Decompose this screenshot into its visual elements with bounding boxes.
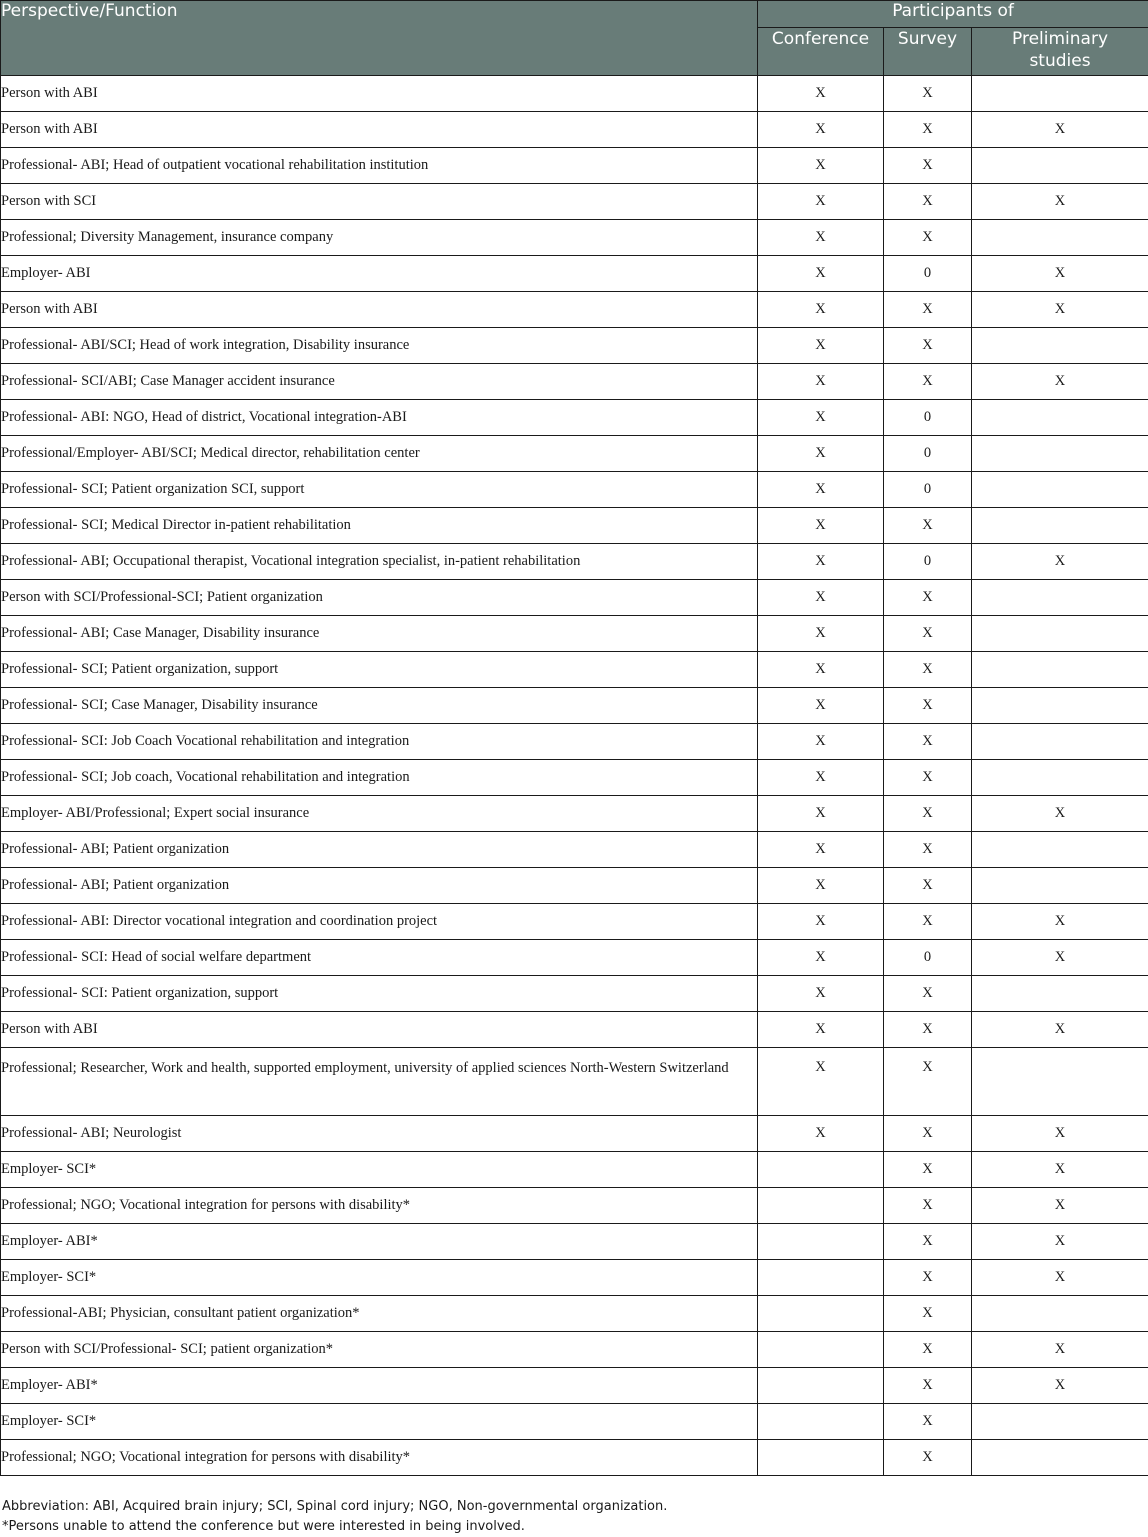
perspective-cell: Professional- ABI; Case Manager, Disability insurance xyxy=(1,616,758,652)
survey-cell: X xyxy=(884,292,972,328)
conference-cell: X xyxy=(758,904,884,940)
perspective-cell: Professional- SCI; Job coach, Vocational rehabilitation and integration xyxy=(1,760,758,796)
survey-cell: X xyxy=(884,1224,972,1260)
conference-cell xyxy=(758,1188,884,1224)
table-row xyxy=(1,868,1148,904)
preliminary-studies-cell: X xyxy=(972,112,1148,148)
preliminary-studies-cell xyxy=(972,616,1148,652)
conference-cell: X xyxy=(758,976,884,1012)
preliminary-studies-cell xyxy=(972,1440,1148,1476)
conference-cell: X xyxy=(758,400,884,436)
survey-cell: X xyxy=(884,724,972,760)
header-participants-of: Participants of xyxy=(758,1,1148,28)
perspective-cell: Professional- SCI: Patient organization, support xyxy=(1,976,758,1012)
preliminary-studies-cell: X xyxy=(972,364,1148,400)
perspective-cell: Professional- ABI: Director vocational integration and coordination project xyxy=(1,904,758,940)
survey-cell: X xyxy=(884,904,972,940)
conference-cell: X xyxy=(758,652,884,688)
table-row xyxy=(1,472,1148,508)
header-preliminary-studies xyxy=(972,28,1148,76)
conference-cell: X xyxy=(758,1116,884,1152)
preliminary-studies-cell: X xyxy=(972,256,1148,292)
preliminary-studies-cell: X xyxy=(972,940,1148,976)
survey-cell: X xyxy=(884,688,972,724)
preliminary-studies-cell xyxy=(972,580,1148,616)
table-row xyxy=(1,400,1148,436)
abbreviation-note: Abbreviation: ABI, Acquired brain injury; SCI, Spinal cord injury; NGO, Non-governmental organization. xyxy=(0,1497,1148,1517)
preliminary-studies-cell xyxy=(972,1296,1148,1332)
table-row xyxy=(1,1188,1148,1224)
perspective-cell: Professional- SCI: Head of social welfare department xyxy=(1,940,758,976)
survey-cell: X xyxy=(884,1048,972,1116)
perspective-cell: Employer- SCI* xyxy=(1,1260,758,1296)
perspective-cell: Professional; Researcher, Work and health, supported employment, university of applied sciences North-Western Switzerland xyxy=(1,1048,758,1116)
conference-cell: X xyxy=(758,112,884,148)
table-row xyxy=(1,1332,1148,1368)
conference-cell xyxy=(758,1296,884,1332)
table-row xyxy=(1,976,1148,1012)
perspective-cell: Employer- SCI* xyxy=(1,1404,758,1440)
conference-cell: X xyxy=(758,868,884,904)
preliminary-studies-cell xyxy=(972,976,1148,1012)
preliminary-studies-cell: X xyxy=(972,1332,1148,1368)
perspective-cell: Professional; NGO; Vocational integration for persons with disability* xyxy=(1,1440,758,1476)
conference-cell: X xyxy=(758,940,884,976)
table-row xyxy=(1,1296,1148,1332)
table-row xyxy=(1,1224,1148,1260)
table-row xyxy=(1,580,1148,616)
conference-cell: X xyxy=(758,544,884,580)
perspective-cell: Professional- SCI; Patient organization, support xyxy=(1,652,758,688)
survey-cell: X xyxy=(884,148,972,184)
table-row xyxy=(1,328,1148,364)
survey-cell: X xyxy=(884,652,972,688)
preliminary-studies-cell: X xyxy=(972,1368,1148,1404)
survey-cell: 0 xyxy=(884,472,972,508)
preliminary-studies-cell xyxy=(972,760,1148,796)
table-row xyxy=(1,112,1148,148)
header-conference: Conference xyxy=(758,28,884,76)
preliminary-studies-cell: X xyxy=(972,1012,1148,1048)
conference-cell xyxy=(758,1152,884,1188)
survey-cell: 0 xyxy=(884,436,972,472)
survey-cell: X xyxy=(884,760,972,796)
header-survey: Survey xyxy=(884,28,972,76)
perspective-cell: Professional- ABI; Head of outpatient vocational rehabilitation institution xyxy=(1,148,758,184)
survey-cell: X xyxy=(884,112,972,148)
preliminary-studies-cell: X xyxy=(972,1152,1148,1188)
perspective-cell: Professional- ABI; Occupational therapist, Vocational integration specialist, in-patient rehabilitation xyxy=(1,544,758,580)
survey-cell: X xyxy=(884,1260,972,1296)
table-row xyxy=(1,616,1148,652)
table-row xyxy=(1,1048,1148,1116)
preliminary-studies-cell xyxy=(972,148,1148,184)
preliminary-studies-cell: X xyxy=(972,1188,1148,1224)
conference-cell: X xyxy=(758,1012,884,1048)
perspective-cell: Professional- SCI: Job Coach Vocational rehabilitation and integration xyxy=(1,724,758,760)
perspective-cell: Person with SCI xyxy=(1,184,758,220)
preliminary-studies-cell xyxy=(972,472,1148,508)
conference-cell: X xyxy=(758,688,884,724)
table-row xyxy=(1,1440,1148,1476)
perspective-cell: Person with ABI xyxy=(1,112,758,148)
perspective-cell: Person with SCI/Professional-SCI; Patient organization xyxy=(1,580,758,616)
conference-cell: X xyxy=(758,184,884,220)
preliminary-studies-cell xyxy=(972,328,1148,364)
conference-cell: X xyxy=(758,76,884,112)
table-row xyxy=(1,760,1148,796)
table-row xyxy=(1,436,1148,472)
perspective-cell: Professional- ABI; Patient organization xyxy=(1,832,758,868)
table-row xyxy=(1,544,1148,580)
survey-cell: 0 xyxy=(884,400,972,436)
survey-cell: 0 xyxy=(884,256,972,292)
table-row xyxy=(1,220,1148,256)
perspective-cell: Person with SCI/Professional- SCI; patient organization* xyxy=(1,1332,758,1368)
table-row xyxy=(1,652,1148,688)
conference-cell: X xyxy=(758,796,884,832)
conference-cell: X xyxy=(758,472,884,508)
conference-cell: X xyxy=(758,220,884,256)
table-row xyxy=(1,508,1148,544)
survey-cell: X xyxy=(884,1152,972,1188)
survey-cell: X xyxy=(884,508,972,544)
perspective-cell: Professional- ABI: NGO, Head of district, Vocational integration-ABI xyxy=(1,400,758,436)
table-row xyxy=(1,832,1148,868)
conference-cell: X xyxy=(758,760,884,796)
preliminary-studies-cell: X xyxy=(972,1116,1148,1152)
survey-cell: X xyxy=(884,616,972,652)
table-row xyxy=(1,940,1148,976)
conference-cell: X xyxy=(758,832,884,868)
survey-cell: X xyxy=(884,1296,972,1332)
preliminary-studies-cell xyxy=(972,436,1148,472)
perspective-cell: Professional; NGO; Vocational integration for persons with disability* xyxy=(1,1188,758,1224)
preliminary-studies-cell xyxy=(972,508,1148,544)
survey-cell: X xyxy=(884,868,972,904)
header-preliminary-line1: Preliminary xyxy=(1012,29,1108,49)
conference-cell xyxy=(758,1332,884,1368)
table-row xyxy=(1,1260,1148,1296)
preliminary-studies-cell xyxy=(972,652,1148,688)
conference-cell: X xyxy=(758,436,884,472)
survey-cell: X xyxy=(884,796,972,832)
preliminary-studies-cell xyxy=(972,868,1148,904)
conference-cell: X xyxy=(758,364,884,400)
survey-cell: 0 xyxy=(884,544,972,580)
perspective-cell: Professional- SCI/ABI; Case Manager accident insurance xyxy=(1,364,758,400)
preliminary-studies-cell: X xyxy=(972,292,1148,328)
conference-cell xyxy=(758,1368,884,1404)
perspective-cell: Employer- ABI* xyxy=(1,1224,758,1260)
table-row xyxy=(1,364,1148,400)
perspective-cell: Professional- ABI; Neurologist xyxy=(1,1116,758,1152)
conference-cell: X xyxy=(758,256,884,292)
conference-cell xyxy=(758,1440,884,1476)
conference-cell: X xyxy=(758,724,884,760)
table-row xyxy=(1,1152,1148,1188)
survey-cell: X xyxy=(884,1440,972,1476)
survey-cell: X xyxy=(884,1012,972,1048)
survey-cell: X xyxy=(884,1332,972,1368)
perspective-cell: Professional- SCI; Medical Director in-patient rehabilitation xyxy=(1,508,758,544)
table-body xyxy=(1,76,1148,1476)
perspective-cell: Employer- SCI* xyxy=(1,1152,758,1188)
perspective-cell: Professional- SCI; Case Manager, Disability insurance xyxy=(1,688,758,724)
survey-cell: X xyxy=(884,580,972,616)
survey-cell: X xyxy=(884,328,972,364)
header-perspective-function: Perspective/Function xyxy=(1,1,758,76)
table-row xyxy=(1,1012,1148,1048)
perspective-cell: Person with ABI xyxy=(1,76,758,112)
survey-cell: X xyxy=(884,1404,972,1440)
preliminary-studies-cell: X xyxy=(972,544,1148,580)
preliminary-studies-cell xyxy=(972,220,1148,256)
table-row xyxy=(1,688,1148,724)
perspective-cell: Person with ABI xyxy=(1,1012,758,1048)
perspective-cell: Employer- ABI* xyxy=(1,1368,758,1404)
table-row xyxy=(1,796,1148,832)
perspective-cell: Employer- ABI xyxy=(1,256,758,292)
perspective-cell: Professional- SCI; Patient organization SCI, support xyxy=(1,472,758,508)
preliminary-studies-cell xyxy=(972,1048,1148,1116)
survey-cell: X xyxy=(884,1116,972,1152)
table-footnotes xyxy=(0,1497,1148,1537)
survey-cell: 0 xyxy=(884,940,972,976)
table-row xyxy=(1,1404,1148,1440)
perspective-cell: Professional-ABI; Physician, consultant patient organization* xyxy=(1,1296,758,1332)
preliminary-studies-cell xyxy=(972,832,1148,868)
preliminary-studies-cell xyxy=(972,76,1148,112)
survey-cell: X xyxy=(884,1368,972,1404)
preliminary-studies-cell: X xyxy=(972,184,1148,220)
table-row xyxy=(1,1368,1148,1404)
asterisk-note: *Persons unable to attend the conference but were interested in being involved. xyxy=(0,1517,1148,1537)
conference-cell: X xyxy=(758,508,884,544)
survey-cell: X xyxy=(884,364,972,400)
preliminary-studies-cell xyxy=(972,688,1148,724)
survey-cell: X xyxy=(884,184,972,220)
conference-cell: X xyxy=(758,148,884,184)
survey-cell: X xyxy=(884,832,972,868)
table-row xyxy=(1,148,1148,184)
table-row xyxy=(1,184,1148,220)
survey-cell: X xyxy=(884,976,972,1012)
survey-cell: X xyxy=(884,76,972,112)
conference-cell xyxy=(758,1404,884,1440)
preliminary-studies-cell: X xyxy=(972,796,1148,832)
preliminary-studies-cell: X xyxy=(972,1224,1148,1260)
preliminary-studies-cell xyxy=(972,400,1148,436)
table-row xyxy=(1,904,1148,940)
conference-cell: X xyxy=(758,616,884,652)
perspective-cell: Professional- ABI/SCI; Head of work integration, Disability insurance xyxy=(1,328,758,364)
conference-cell xyxy=(758,1260,884,1296)
table-row xyxy=(1,256,1148,292)
preliminary-studies-cell: X xyxy=(972,1260,1148,1296)
perspective-cell: Professional- ABI; Patient organization xyxy=(1,868,758,904)
conference-cell xyxy=(758,1224,884,1260)
table-row xyxy=(1,1116,1148,1152)
perspective-cell: Professional; Diversity Management, insurance company xyxy=(1,220,758,256)
conference-cell: X xyxy=(758,328,884,364)
preliminary-studies-cell xyxy=(972,1404,1148,1440)
table-row xyxy=(1,292,1148,328)
header-preliminary-line2: studies xyxy=(1029,51,1090,71)
table-row xyxy=(1,724,1148,760)
perspective-cell: Person with ABI xyxy=(1,292,758,328)
conference-cell: X xyxy=(758,1048,884,1116)
survey-cell: X xyxy=(884,1188,972,1224)
survey-cell: X xyxy=(884,220,972,256)
conference-cell: X xyxy=(758,292,884,328)
conference-cell: X xyxy=(758,580,884,616)
perspective-cell: Professional/Employer- ABI/SCI; Medical director, rehabilitation center xyxy=(1,436,758,472)
table-row xyxy=(1,76,1148,112)
preliminary-studies-cell: X xyxy=(972,904,1148,940)
perspective-cell: Employer- ABI/Professional; Expert social insurance xyxy=(1,796,758,832)
preliminary-studies-cell xyxy=(972,724,1148,760)
